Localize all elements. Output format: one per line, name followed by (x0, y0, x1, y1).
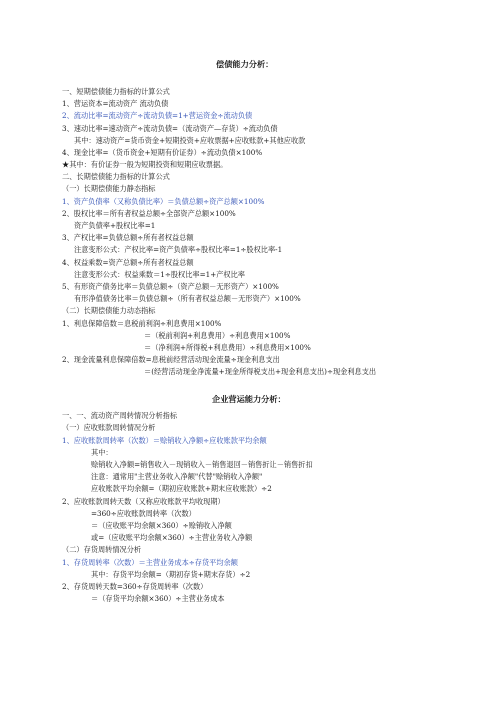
note-property-variant: 注意变形公式：产权比率=资产负债率÷股权比率=1÷股权比率-1 (74, 245, 283, 254)
formula-receivables-days-2: =360÷应收账款周转率（次数） (91, 509, 196, 518)
formula-debt-ratio: 1、资产负债率（又称负债比率）＝负债总额÷资产总额×100% (62, 197, 265, 206)
formula-property-ratio: 3、产权比率=负债总额÷所有者权益总额 (62, 233, 194, 242)
subheading-inventory: （二）存货周转情况分析 (62, 545, 142, 554)
note-main-revenue: 注意：通常用"主营业务收入净额"代替"赊销收入净额" (91, 472, 263, 481)
note-quick-assets: 其中：速动资产=货币资金+短期投资+应收票据+应收账款+其他应收款 (74, 136, 306, 145)
formula-equity-multiplier: 4、权益乘数=资产总额÷所有者权益总额 (62, 258, 194, 267)
formula-inventory-days-2: ＝（存货平均余额×360）÷主营业务成本 (91, 594, 225, 603)
formula-credit-sales: 赊销收入净额=销售收入－现销收入－销售退回－销售折让－销售折扣 (91, 460, 313, 469)
formula-quick-ratio: 3、速动比率=速动资产÷流动负债=（流动资产—存货）÷流动负债 (62, 124, 278, 133)
formula-avg-receivables: 应收账款平均余额=（期初应收账款+期末应收账款）÷2 (91, 484, 272, 493)
heading-current-assets: 一、一、流动资产周转情况分析指标 (62, 411, 178, 420)
formula-working-capital: 1、营运资本=流动资产 流动负债 (62, 99, 169, 108)
formula-cash-ratio: 4、现金比率=（货币资金+短期有价证券）÷流动负债×100% (62, 148, 263, 157)
formula-receivables-days-3: ＝（应收账平均余额×360）÷赊销收入净额 (91, 521, 232, 530)
section-title-operations: 企业营运能力分析： (212, 394, 286, 404)
note-where: 其中： (91, 448, 113, 457)
formula-receivables-turnover: 1、应收账款周转率（次数）＝赊销收入净额÷应收账款平均余额 (62, 436, 267, 445)
subheading-static: （一）长期偿债能力静态指标 (62, 184, 156, 193)
note-multiplier-variant: 注意变形公式：权益乘数＝1÷股权比率=1+产权比率 (74, 270, 245, 279)
formula-interest-coverage-2: ＝（税前利润+利息费用）÷利息费用×100% (144, 331, 291, 340)
formula-tangible-debt: 5、有形资产债务比率＝负债总额÷（资产总额－无形资产）×100% (62, 282, 279, 291)
formula-inventory-days: 2、存货周转天数=360÷存货周转率（次数） (62, 582, 208, 591)
subheading-dynamic: （二）长期偿债能力动态指标 (62, 306, 156, 315)
heading-short-term: 一、短期偿债能力指标的计算公式 (62, 87, 170, 96)
formula-tangible-net: 有形净值债务比率＝负债总额÷（所有者权益总额－无形资产）×100% (74, 294, 301, 303)
formula-receivables-days: 2、应收账款周转天数（又称应收账款平均收现期） (62, 497, 225, 506)
note-ratio-sum: 资产负债率+股权比率=1 (74, 221, 156, 230)
formula-interest-coverage-3: ＝（净利润+所得税+利息费用）÷利息费用×100% (144, 343, 311, 352)
formula-avg-inventory: 其中：存货平均余额=（期初存货+期末存货）÷2 (91, 570, 251, 579)
subheading-receivables: （一）应收账款周转情况分析 (62, 423, 156, 432)
formula-current-ratio: 2、流动比率=流动资产÷流动负债=1+营运资金÷流动负债 (62, 111, 253, 120)
formula-cash-coverage: 2、现金流量利息保障倍数=息税前经营活动现金流量÷现金利息支出 (62, 355, 280, 364)
heading-long-term: 二、长期偿债能力指标的计算公式 (62, 172, 170, 181)
formula-receivables-days-4: 或=（应收账平均余额×360）÷主营业务收入净额 (91, 533, 253, 542)
note-securities: ★其中：有价证券一般为短期投资和短期应收票据。 (62, 160, 228, 169)
formula-cash-coverage-2: ＝(经营活动现金净流量+现金所得税支出+现金利息支出)÷现金利息支出 (144, 367, 377, 376)
formula-interest-coverage: 1、利息保障倍数＝息税前利润÷利息费用×100% (62, 319, 222, 328)
section-title-solvency: 偿债能力分析： (216, 59, 274, 69)
formula-equity-ratio: 2、股权比率＝所有者权益总额÷全部资产总额×100% (62, 209, 236, 218)
formula-inventory-turnover: 1、存货周转率（次数）＝主营业务成本÷存货平均余额 (62, 558, 238, 567)
